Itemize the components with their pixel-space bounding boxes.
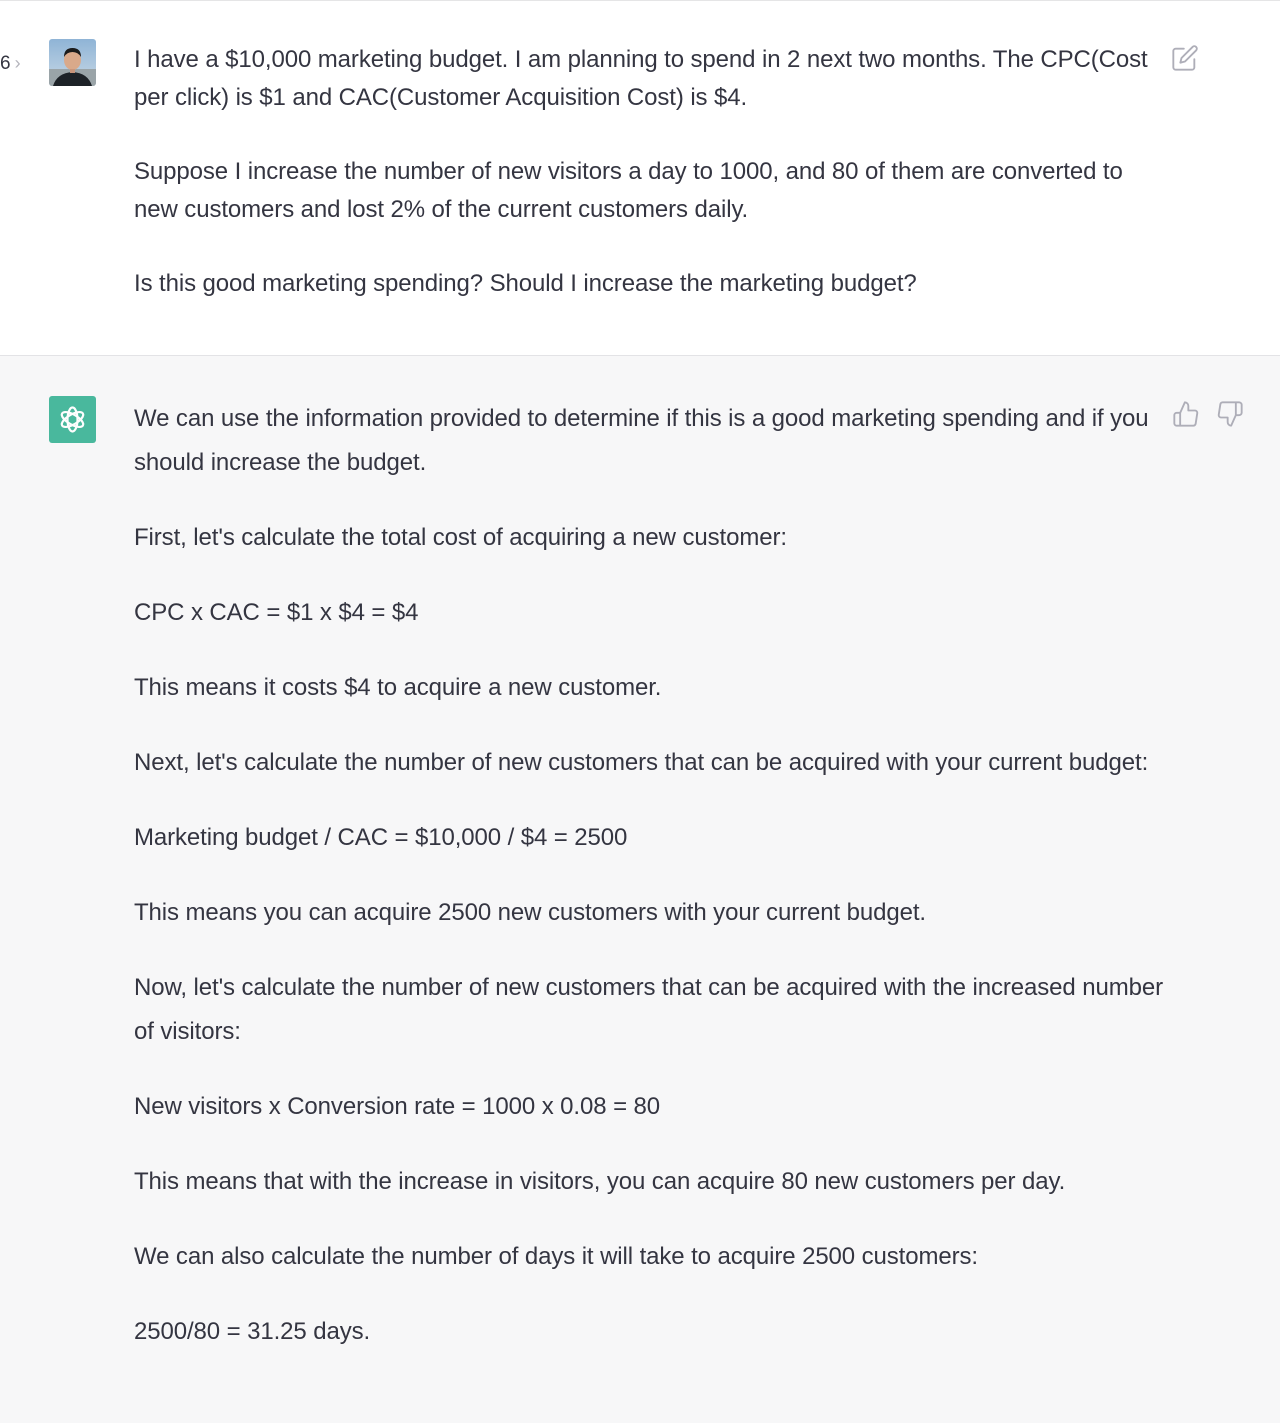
message-pager[interactable] [0, 53, 21, 75]
pager-index: 6 [0, 53, 11, 74]
assistant-paragraph-10: This means that with the increase in visitors, you can acquire 80 new customers per day. [134, 1168, 1066, 1195]
assistant-message-block [0, 356, 1280, 1423]
assistant-paragraph-11: We can also calculate the number of days it will take to acquire 2500 customers: [134, 1243, 978, 1270]
assistant-paragraph-2: First, let's calculate the total cost of acquiring a new customer: [134, 524, 787, 551]
edit-icon[interactable] [1171, 44, 1199, 72]
openai-logo-icon [49, 396, 96, 443]
user-avatar-photo [49, 39, 96, 86]
assistant-paragraph-1: We can use the information provided to determine if this is a good marketing spending and if you should increase the budget. [134, 405, 1149, 476]
user-paragraph-3: Is this good marketing spending? Should I increase the marketing budget? [134, 270, 917, 297]
user-message-block [0, 0, 1280, 356]
thumbs-down-icon[interactable] [1216, 400, 1244, 428]
user-paragraph-1: I have a $10,000 marketing budget. I am planning to spend in 2 next two months. The CPC(Cost per click) is $1 and CAC(Customer Acquisition Cost) is $4. [134, 46, 1148, 111]
user-paragraph-2: Suppose I increase the number of new visitors a day to 1000, and 80 of them are converted to new customers and lost 2% of the current customers daily. [134, 158, 1123, 223]
assistant-paragraph-5: Next, let's calculate the number of new customers that can be acquired with your current budget: [134, 749, 1149, 776]
assistant-paragraph-3: CPC x CAC = $1 x $4 = $4 [134, 599, 419, 626]
thumbs-up-icon[interactable] [1172, 400, 1200, 428]
assistant-paragraph-6: Marketing budget / CAC = $10,000 / $4 = 2500 [134, 824, 628, 851]
assistant-paragraph-9: New visitors x Conversion rate = 1000 x 0.08 = 80 [134, 1093, 661, 1120]
assistant-paragraph-7: This means you can acquire 2500 new customers with your current budget. [134, 899, 926, 926]
assistant-paragraph-12: 2500/80 = 31.25 days. [134, 1318, 371, 1345]
assistant-paragraph-4: This means it costs $4 to acquire a new customer. [134, 674, 662, 701]
assistant-message-text [134, 397, 1164, 1385]
user-avatar [49, 39, 96, 86]
assistant-paragraph-8: Now, let's calculate the number of new customers that can be acquired with the increased number of visitors: [134, 974, 1163, 1045]
chevron-right-icon[interactable]: › [14, 53, 21, 73]
user-message-text [134, 41, 1164, 340]
